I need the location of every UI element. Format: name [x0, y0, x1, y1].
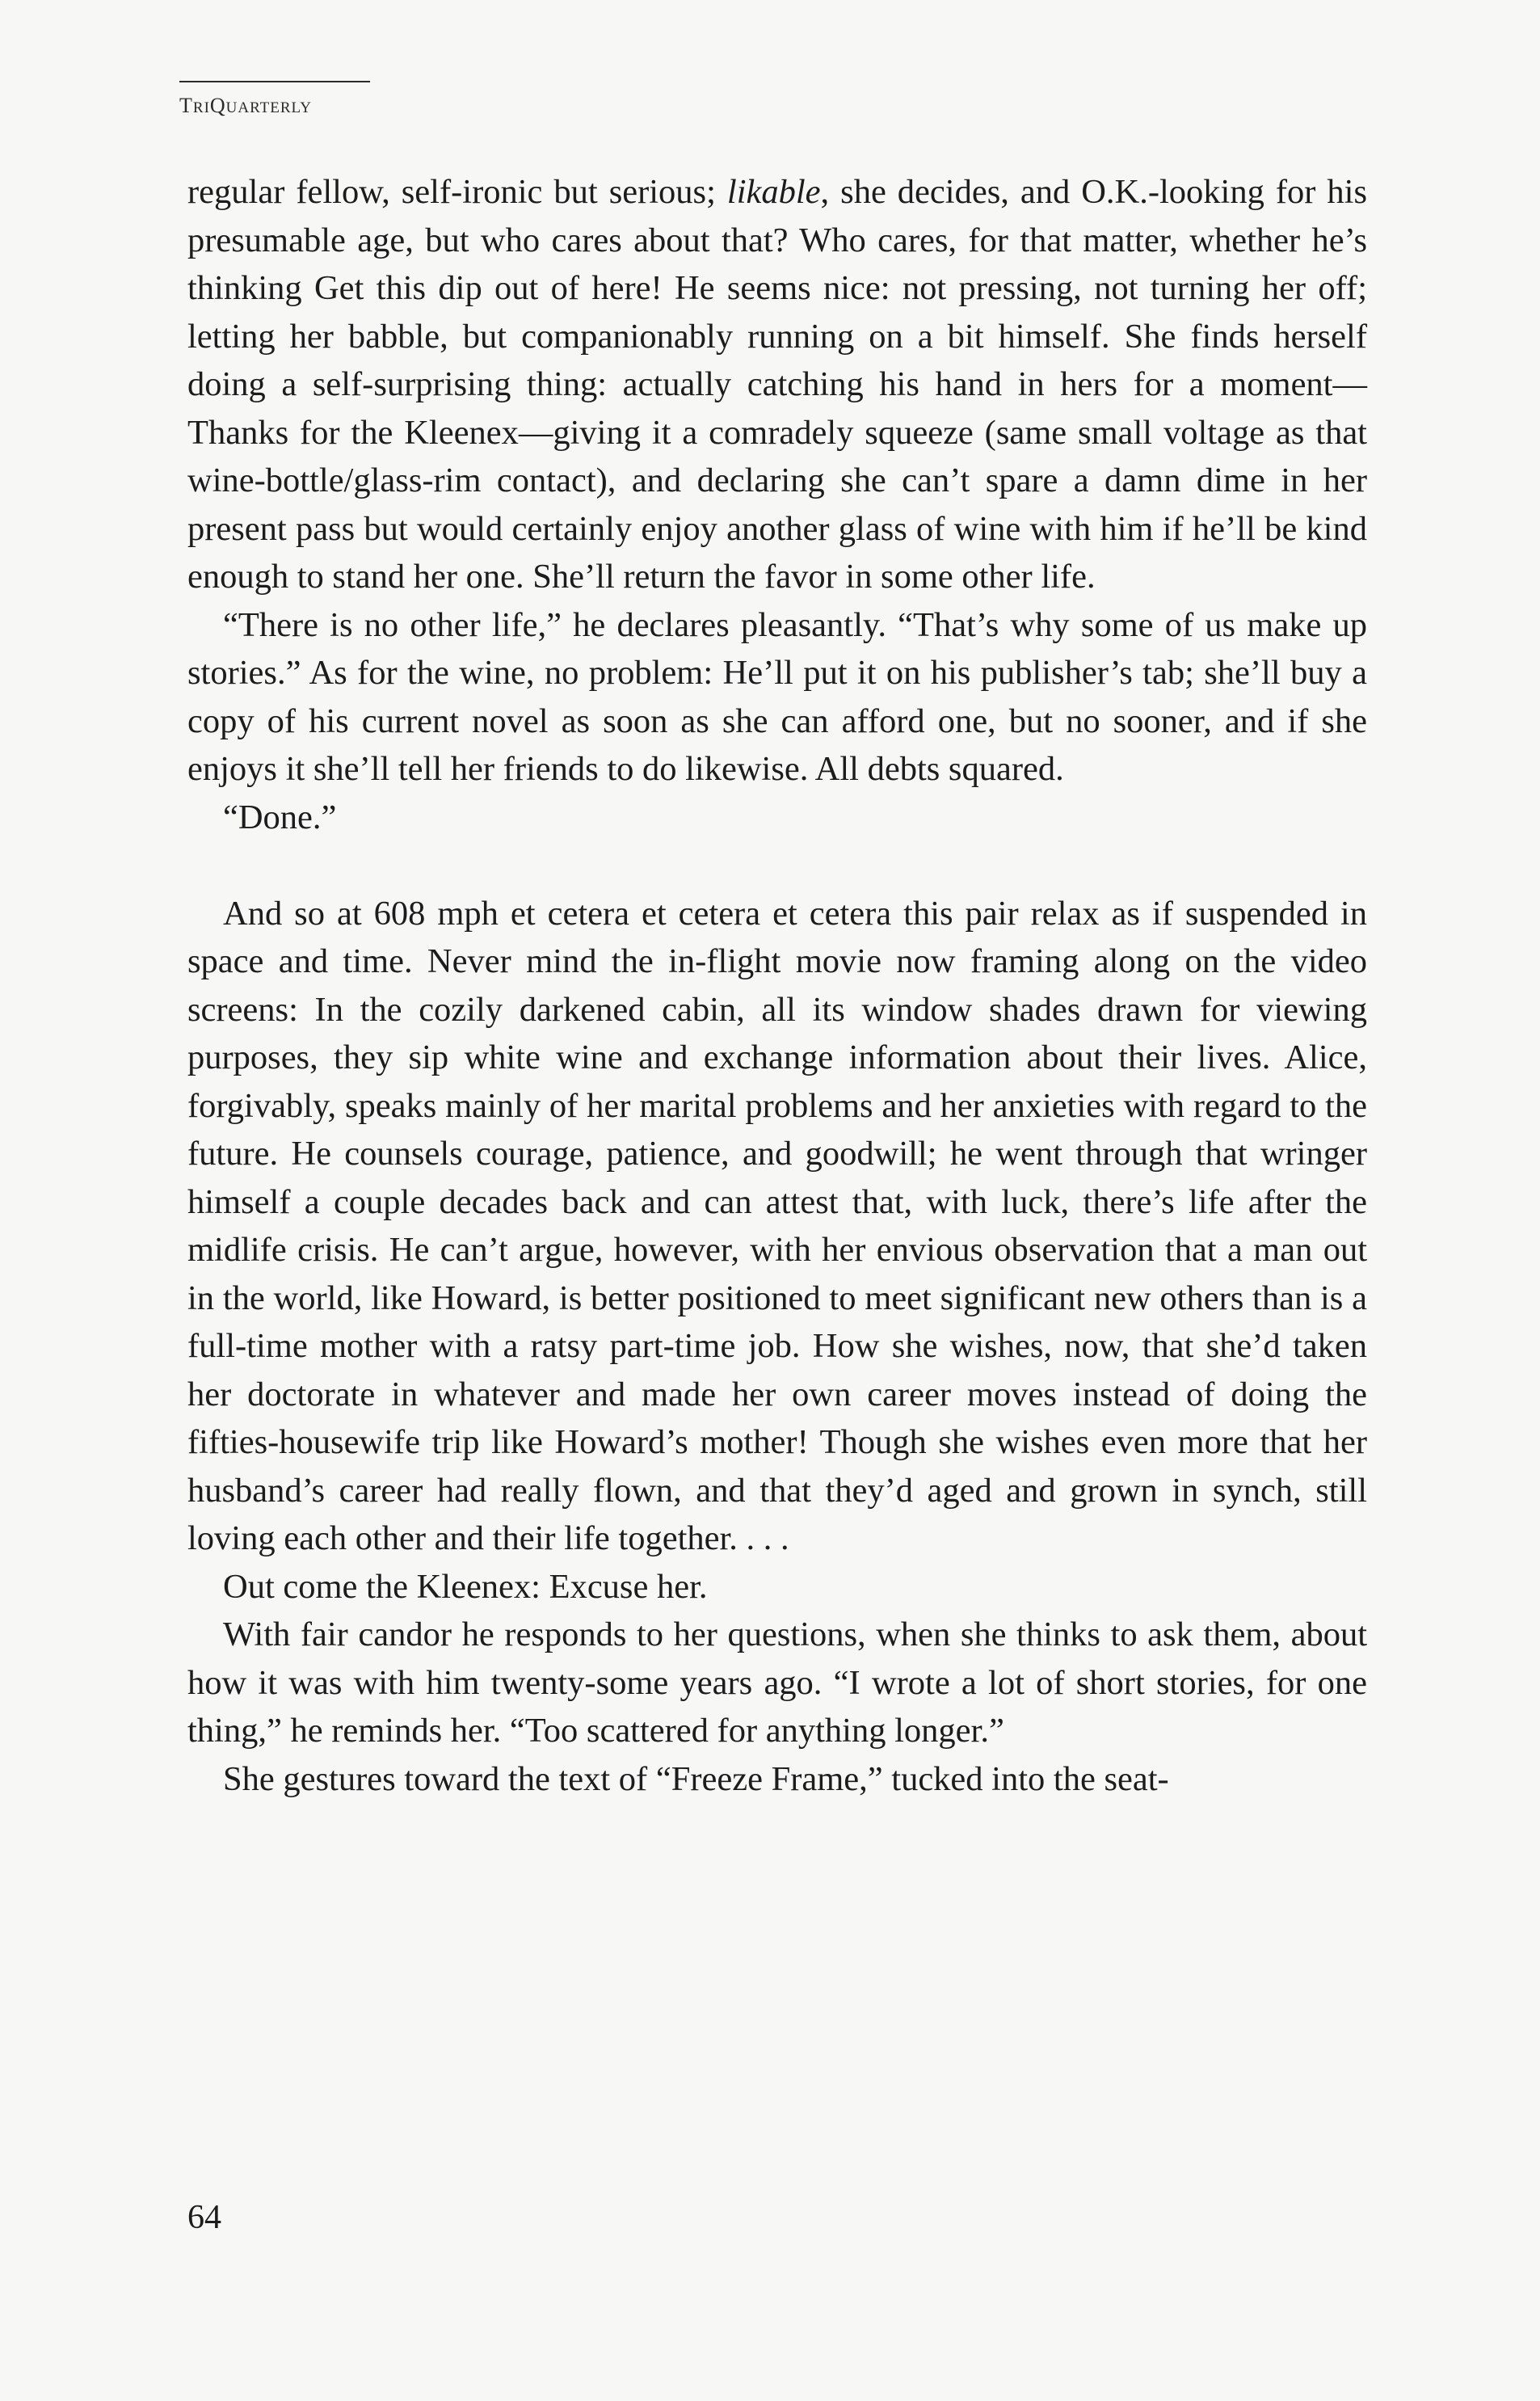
paragraph-text: “Done.”	[223, 798, 337, 836]
paragraph	[187, 168, 1367, 601]
paragraph-text: She gestures toward the text of “Freeze Frame,” tucked into the seat-	[223, 1759, 1169, 1798]
paragraph	[187, 890, 1367, 1563]
paragraph-text: , she decides, and O.K.-looking for his presumable age, but who cares about that? Who cares, for that matter, whether he’s thinking Get this dip out of here! He seems nice: not pressing, not turning her off; letting her babble, but companionably running on a bit himself. She finds herself doing a self-surprising thing: actually catching his hand in hers for a moment—Thanks for the Kleenex—giving it a comradely squeeze (same small voltage as that wine-bottle/glass-rim contact), and declaring she can’t spare a damn dime in her present pass but would certainly enjoy another glass of wine with him if he’ll be kind enough to stand her one. She’ll return the favor in some other life.	[187, 173, 1367, 596]
paragraph-text: Out come the Kleenex: Excuse her.	[223, 1567, 708, 1606]
paragraph-text: “There is no other life,” he declares pleasantly. “That’s why some of us make up stories.” As for the wine, no problem: He’ll put it on his publisher’s tab; she’ll buy a copy of his current novel as soon as she can afford one, but no sooner, and if she enjoys it she’ll tell her friends to do likewise. All debts squared.	[187, 605, 1367, 788]
paragraph-text: With fair candor he responds to her questions, when she thinks to ask them, about how it was with him twenty-some years ago. “I wrote a lot of short stories, for one thing,” he reminds her. “Too scattered for anything longer.”	[187, 1615, 1367, 1750]
running-head	[179, 94, 312, 118]
paragraph	[187, 1611, 1367, 1755]
paragraph	[187, 601, 1367, 794]
paragraph-text: And so at 608 mph et cetera et cetera et cetera this pair relax as if suspended in space and time. Never mind the in-flight movie now framing along on the video screens: In the cozily darkened cabin, all its window shades drawn for viewing purposes, they sip white wine and exchange information about their lives. Alice, forgivably, speaks mainly of her marital problems and her anxieties with regard to the future. He counsels courage, patience, and goodwill; he went through that wringer himself a couple decades back and can attest that, with luck, there’s life after the midlife crisis. He can’t argue, however, with her envious observation that a man out in the world, like Howard, is better positioned to meet significant new others than is a full-time mother with a ratsy part-time job. How she wishes, now, that she’d taken her doctorate in whatever and made her own career moves instead of doing the fifties-housewife trip like Howard’s mother! Though she wishes even more that her husband’s career had really flown, and that they’d aged and grown in synch, still loving each other and their life together. . . .	[187, 894, 1367, 1557]
running-head-smallcaps-uarterly: UARTERLY	[225, 99, 312, 116]
body-text	[187, 168, 1367, 1803]
paragraph	[187, 1755, 1367, 1804]
running-head-initial-q: Q	[209, 94, 226, 117]
paragraph	[187, 794, 1367, 842]
paragraph-text: regular fellow, self-ironic but serious;	[187, 173, 727, 211]
paragraph	[187, 1563, 1367, 1611]
running-head-smallcaps-ri: RI	[192, 99, 210, 116]
running-head-initial-t: T	[179, 94, 193, 117]
italic-text: likable	[726, 173, 821, 211]
page-number: 64	[187, 2199, 221, 2236]
header-rule	[179, 81, 370, 82]
